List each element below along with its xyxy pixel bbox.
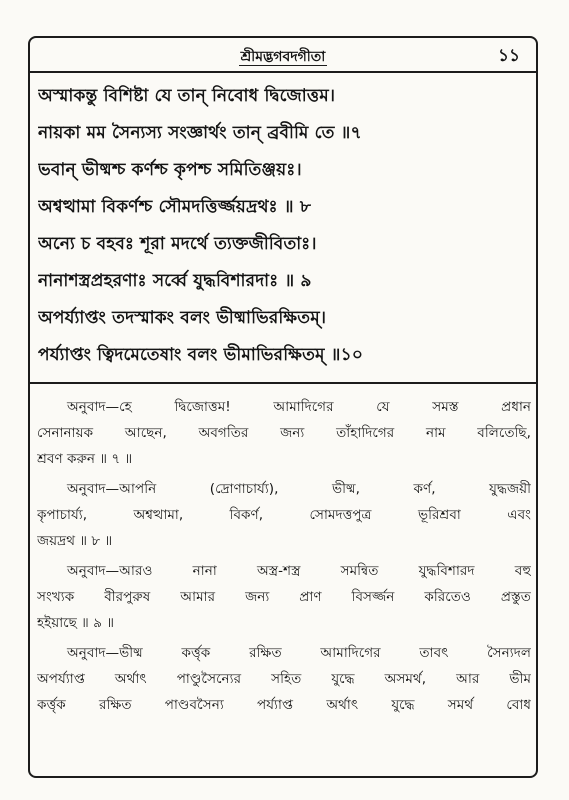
page-header: [30, 38, 536, 73]
paragraph-line: সংখ্যক বীরপুরুষ আমার জন্য প্রাণ বিসর্জ্জন করিতেও প্রস্তুত: [37, 589, 531, 605]
paragraph-line: জয়দ্রথ ॥ ৮ ॥: [37, 533, 113, 549]
verse-line: পর্য্যাপ্তং ত্বিদমেতেষাং বলং ভীমাভিরক্ষিতম্ ॥১০: [38, 345, 364, 365]
verse-line: অপর্য্যাপ্তং তদস্মাকং বলং ভীষ্মাভিরক্ষিতম্।: [38, 308, 327, 328]
page-frame: [28, 36, 538, 778]
verse-line: ভবান্ ভীষ্মশ্চ কর্ণশ্চ কৃপশ্চ সমিতিঞ্জয়ঃ।: [38, 160, 302, 180]
paragraph-line: অনুবাদ—হে দ্বিজোত্তম! আমাদিগের যে সমস্ত প্রধান: [67, 399, 531, 415]
paragraph-line: শ্রবণ করুন ॥ ৭ ॥: [37, 451, 133, 467]
paragraph-line: অনুবাদ—আরও নানা অস্ত্র-শস্ত্র সমন্বিত যুদ্ধবিশারদ বহু: [67, 563, 531, 579]
verse-line: অস্মাকন্তু বিশিষ্টা যে তান্ নিবোধ দ্বিজোত্তম।: [38, 86, 336, 106]
translation-paragraph: [37, 476, 531, 554]
running-title: শ্রীমদ্ভগবদগীতা: [240, 49, 326, 65]
paragraph-line: অনুবাদ—ভীষ্ম কর্ত্তৃক রক্ষিত আমাদিগের তাবৎ সৈন্যদল: [67, 645, 531, 661]
page-number: ১১: [497, 46, 520, 66]
sanskrit-verses: [38, 78, 532, 374]
paragraph-line: কর্ত্তৃক রক্ষিত পাণ্ডবসৈন্য পর্য্যাপ্ত অর্থাৎ যুদ্ধে সমর্থ বোধ: [37, 697, 531, 713]
verse-line: নায়কা মম সৈন্যস্য সংজ্ঞার্থং তান্ ব্রবীমি তে ॥৭: [38, 123, 362, 143]
translation-paragraph: [37, 558, 531, 636]
bengali-translation: [37, 394, 531, 722]
paragraph-line: হইয়াছে ॥ ৯ ॥: [37, 615, 115, 631]
translation-paragraph: [37, 640, 531, 718]
verse-line: অশ্বত্থামা বিকর্ণশ্চ সৌমদত্তির্জ্জয়দ্রথঃ ॥ ৮: [38, 197, 312, 217]
paragraph-line: অনুবাদ—আপনি (দ্রোণাচার্য্য), ভীষ্ম, কর্ণ, যুদ্ধজয়ী: [67, 481, 531, 497]
paragraph-line: কৃপাচার্য্য, অশ্বত্থামা, বিকর্ণ, সোমদত্তপুত্র ভূরিশ্রবা এবং: [37, 507, 531, 523]
translation-paragraph: [37, 394, 531, 472]
section-divider: [30, 382, 536, 384]
verse-line: অন্যে চ বহবঃ শূরা মদর্থে ত্যক্তজীবিতাঃ।: [38, 234, 317, 254]
paragraph-line: সেনানায়ক আছেন, অবগতির জন্য তাঁহাদিগের নাম বলিতেছি,: [37, 425, 531, 441]
verse-line: নানাশস্ত্রপ্রহরণাঃ সর্ব্বে যুদ্ধবিশারদাঃ ॥ ৯: [38, 271, 312, 291]
paragraph-line: অপর্য্যাপ্ত অর্থাৎ পাণ্ডুসৈন্যের সহিত যুদ্ধে অসমর্থ, আর ভীম: [37, 671, 531, 687]
